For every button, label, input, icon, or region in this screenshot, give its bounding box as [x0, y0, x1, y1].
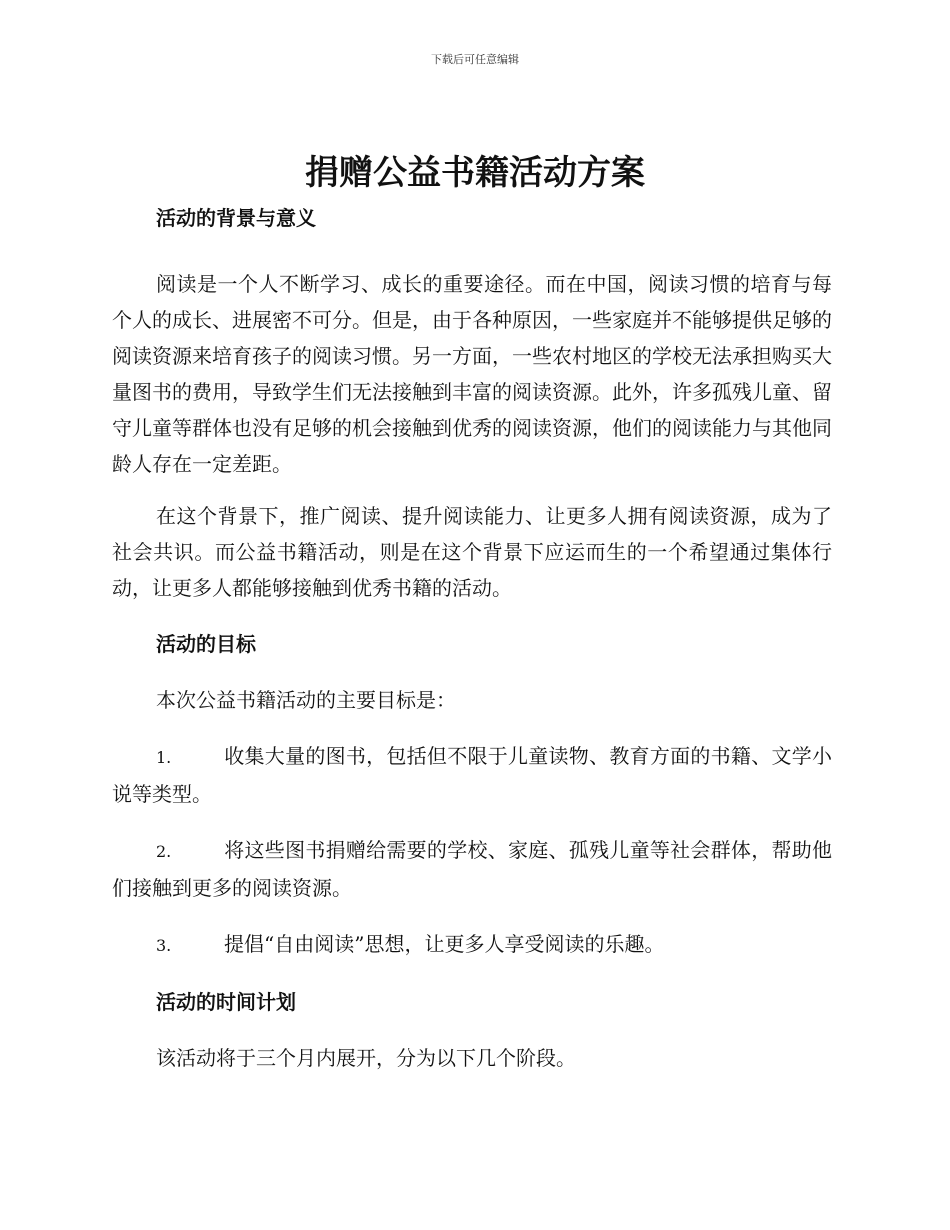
list-item: [112, 738, 832, 812]
document-body: [112, 202, 832, 1076]
section-heading-schedule: 活动的时间计划: [156, 990, 296, 1014]
list-item: [112, 926, 832, 964]
list-number: 2.: [156, 842, 172, 861]
header-note: 下载后可任意编辑: [431, 53, 519, 66]
list-item-text: 提倡“自由阅读”思想，让更多人享受阅读的乐趣。: [224, 932, 665, 956]
section-heading-background: 活动的背景与意义: [156, 206, 316, 230]
paragraph-background-2: 在这个背景下，推广阅读、提升阅读能力、让更多人拥有阅读资源，成为了社会共识。而公益书籍活动，则是在这个背景下应运而生的一个希望通过集体行动，让更多人都能够接触到优秀书籍的活动。: [112, 504, 832, 600]
document-title: 捐赠公益书籍活动方案: [305, 153, 645, 193]
list-number: 1.: [156, 748, 172, 767]
schedule-intro: 该活动将于三个月内展开，分为以下几个阶段。: [156, 1046, 576, 1070]
paragraph-background-1: 阅读是一个人不断学习、成长的重要途径。而在中国，阅读习惯的培育与每个人的成长、进展密不可分。但是，由于各种原因，一些家庭并不能够提供足够的阅读资源来培育孩子的阅读习惯。另一方面，一些农村地区的学校无法承担购买大量图书的费用，导致学生们无法接触到丰富的阅读资源。此外，许多孤残儿童、留守儿童等群体也没有足够的机会接触到优秀的阅读资源，他们的阅读能力与其他同龄人存在一定差距。: [112, 272, 832, 476]
list-number: 3.: [156, 936, 172, 955]
list-item-text: 收集大量的图书，包括但不限于儿童读物、教育方面的书籍、文学小说等类型。: [112, 744, 832, 806]
section-heading-goals: 活动的目标: [156, 632, 256, 656]
list-item: [112, 832, 832, 906]
goals-intro: 本次公益书籍活动的主要目标是：: [156, 688, 456, 712]
list-item-text: 将这些图书捐赠给需要的学校、家庭、孤残儿童等社会群体，帮助他们接触到更多的阅读资源。: [112, 838, 832, 900]
